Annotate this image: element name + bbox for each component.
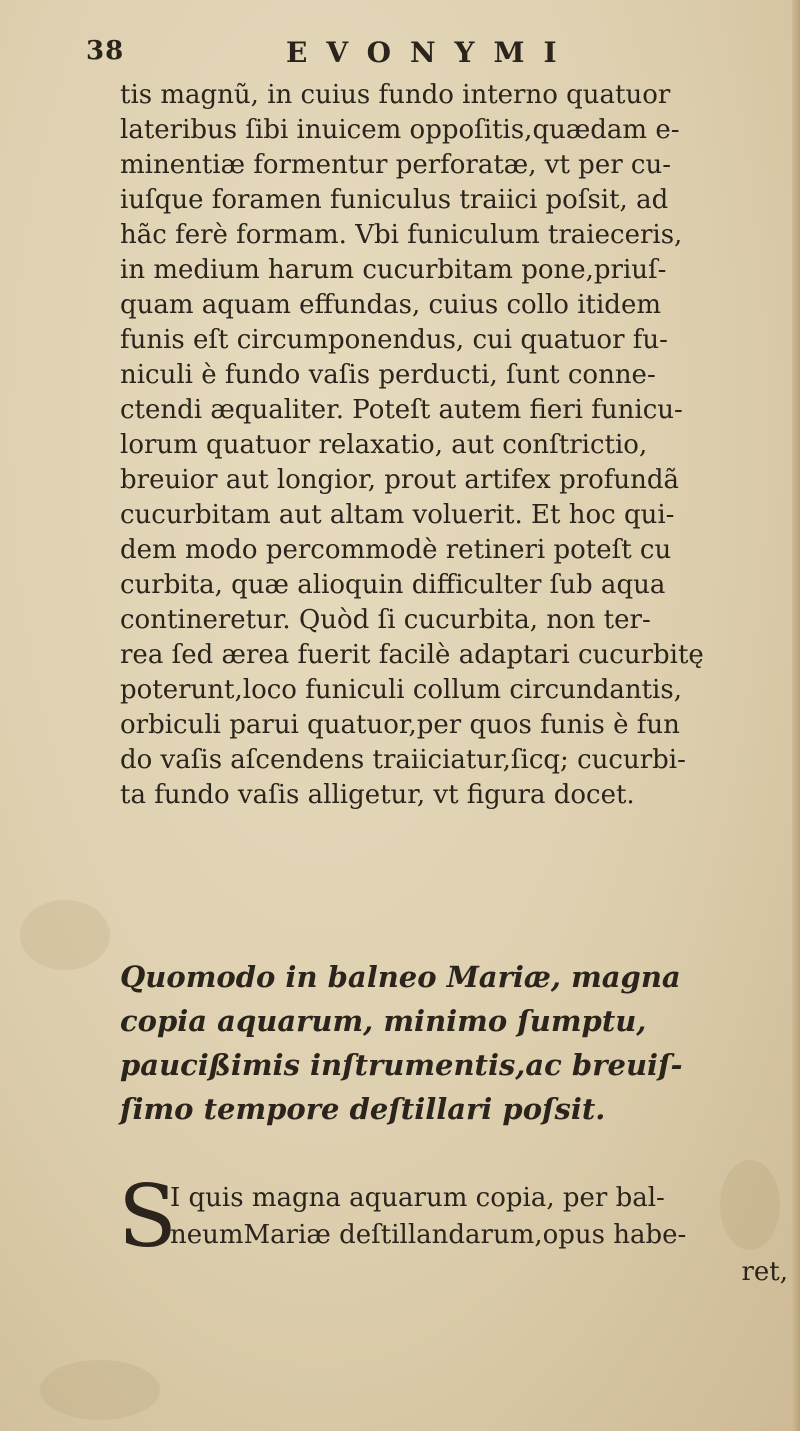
text-line: contineretur. Quòd ſi cucurbita, non ter- [120, 605, 651, 635]
section-paragraph [118, 1167, 800, 1291]
text-line: ctendi æqualiter. Poteſt autem fieri funicu- [120, 395, 683, 425]
text-line: orbiculi parui quatuor,per quos funis è fun [120, 710, 680, 740]
text-line: I quis magna aquarum copia, per bal- [170, 1183, 665, 1213]
text-line: in medium harum cucurbitam pone,priuſ- [120, 255, 667, 285]
text-line: lateribus ſibi inuicem oppoſitis,quædam e- [120, 115, 680, 145]
text-line: do vaſis aſcendens traiiciatur,ſicq; cucurbi- [120, 745, 686, 775]
heading-line: paucißimis inſtrumentis,ac breuiſ- [120, 1048, 683, 1082]
drop-cap: S [118, 1167, 177, 1267]
paper-stain [40, 1360, 160, 1420]
text-line: poterunt,loco funiculi collum circundantis, [120, 675, 682, 705]
text-line: funis eſt circumponendus, cui quatuor fu- [120, 325, 668, 355]
text-line: dem modo percommodè retineri poteſt cu [120, 535, 672, 565]
text-line: breuior aut longior, prout artifex profundã [120, 465, 680, 495]
text-line: curbita, quæ alioquin difficulter ſub aqua [120, 570, 666, 600]
text-line: tis magnũ, in cuius fundo interno quatuor [120, 80, 671, 110]
text-line: neumMariæ deſtillandarum,opus habe- [170, 1220, 687, 1250]
section-heading [120, 955, 800, 1131]
page-header [86, 36, 786, 76]
paper-stain [20, 900, 110, 970]
text-line: rea ſed ærea fuerit facilè adaptari cucurbitę [120, 640, 704, 670]
text-line: lorum quatuor relaxatio, aut conſtrictio, [120, 430, 648, 460]
body-text [120, 78, 800, 813]
text-line: cucurbitam aut altam voluerit. Et hoc qui- [120, 500, 675, 530]
text-line: niculi è fundo vaſis perducti, ſunt conne- [120, 360, 656, 390]
text-line: ret, [741, 1257, 788, 1287]
heading-line: ſimo tempore deſtillari poſsit. [120, 1092, 606, 1126]
text-line: hãc ferè formam. Vbi funiculum traieceris, [120, 220, 683, 250]
running-title: EVONYMI [286, 36, 576, 69]
page-number: 38 [86, 36, 125, 66]
text-line: quam aquam effundas, cuius collo itidem [120, 290, 661, 320]
text-line: minentiæ formentur perforatæ, vt per cu- [120, 150, 671, 180]
heading-line: Quomodo in balneo Mariæ, magna [120, 960, 681, 994]
heading-line: copia aquarum, minimo ſumptu, [120, 1004, 647, 1038]
text-line: iuſque foramen funiculus traiici poſsit, ad [120, 185, 669, 215]
text-line: ta fundo vaſis alligetur, vt figura docet. [120, 780, 635, 810]
